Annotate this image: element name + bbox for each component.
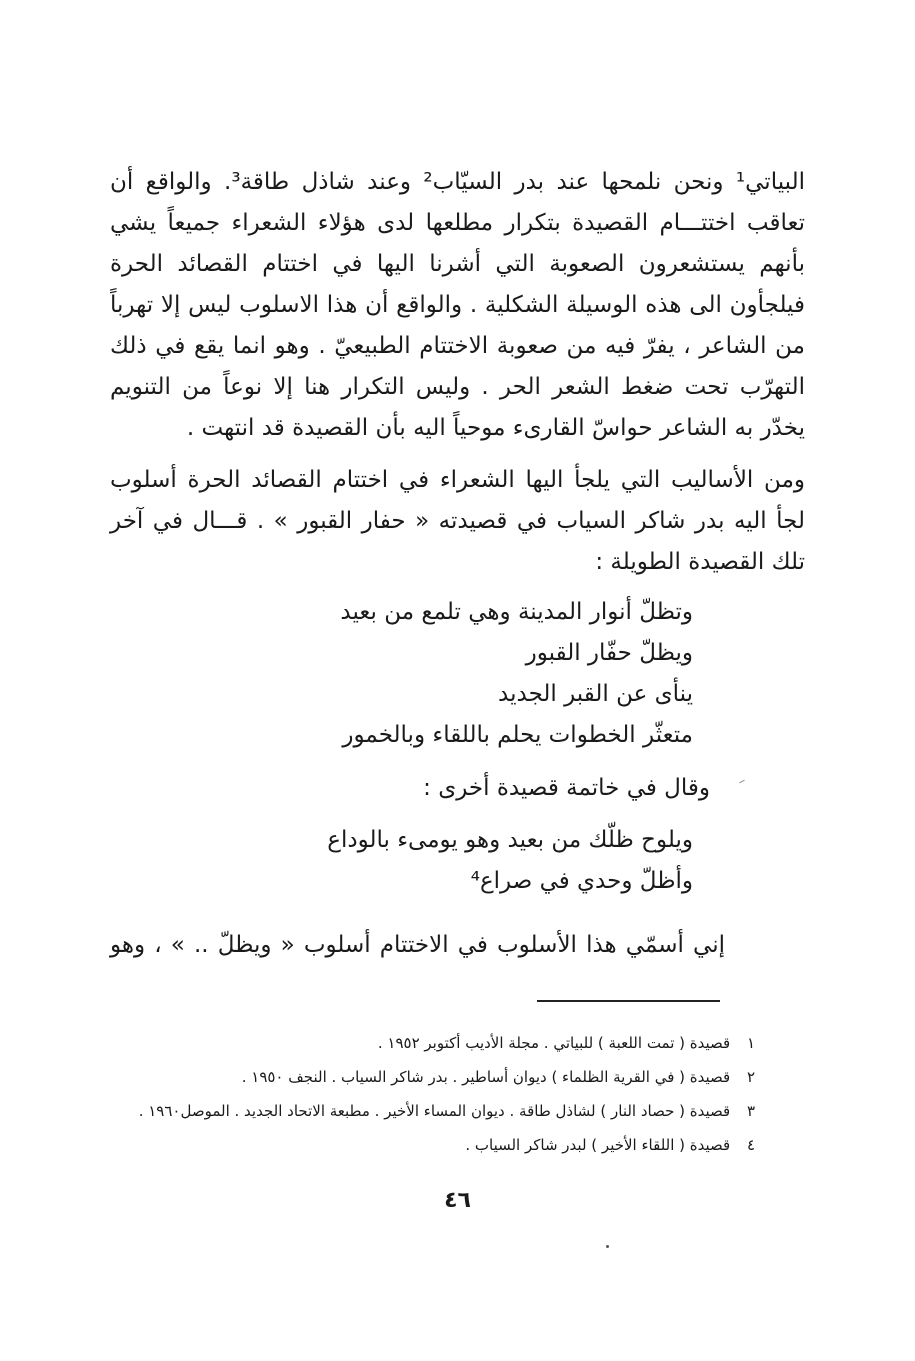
verse-line: متعثّر الخطوات يحلم باللقاء وبالخمور bbox=[342, 722, 693, 748]
scan-speck bbox=[606, 1245, 609, 1248]
footnote-text: قصيدة ( تمت اللعبة ) للبياتي . مجلة الأديب أكتوبر ١٩٥٢ . bbox=[377, 1034, 731, 1052]
footnote-text: قصيدة ( اللقاء الأخير ) لبدر شاكر السياب . bbox=[465, 1136, 731, 1154]
footnote-text: قصيدة ( في القرية الظلماء ) ديوان أساطير . بدر شاكر السياب . النجف ١٩٥٠ . bbox=[241, 1068, 731, 1086]
footnotes-list bbox=[95, 1026, 755, 1162]
footnote-number: ١ bbox=[746, 1034, 755, 1052]
footnote-item bbox=[95, 1094, 755, 1128]
verse-line: وتظلّ أنوار المدينة وهي تلمع من بعيد bbox=[340, 599, 693, 625]
body-paragraph-3: إني أسمّي هذا الأسلوب في الاختتام أسلوب « ويظلّ .. » ، وهو bbox=[110, 932, 725, 958]
verse-line: ينأى عن القبر الجديد bbox=[498, 681, 693, 707]
footnote-number: ٤ bbox=[746, 1136, 755, 1154]
footnote-item bbox=[95, 1128, 755, 1162]
verse-line: ويلوح ظلّك من بعيد وهو يومىء بالوداع bbox=[327, 827, 693, 853]
verse-line: ويظلّ حفّار القبور bbox=[525, 640, 693, 666]
footnote-item bbox=[95, 1026, 755, 1060]
verse-block-hafar-al-qubur bbox=[213, 592, 693, 756]
body-paragraph-1: البياتي¹ ونحن نلمحها عند بدر السيّاب² وعند شاذل طاقة³. والواقع أن تعاقب اختتـــام القصيدة بتكرار مطلعها لدى هؤلاء الشعراء جميعاً يشي بأنهم يستشعرون الصعوبة التي أشرنا اليها في اختتام القصائد الحرة فيلجأون الى هذه الوسيلة الشكلية . والواقع أن هذا الاسلوب ليس إلا تهرباً من الشاعر ، يفرّ فيه من صعوبة الاختتام الطبيعيّ . وهو انما يقع في ذلك التهرّب تحت ضغط الشعر الحر . وليس التكرار هنا إلا نوعاً من التنويم يخدّر به الشاعر حواسّ القارىء موحياً اليه بأن القصيدة قد انتهت . bbox=[110, 169, 805, 441]
footnote-text: قصيدة ( حصاد النار ) لشاذل طاقة . ديوان المساء الأخير . مطبعة الاتحاد الجديد . الموصل١٩٦٠ . bbox=[138, 1102, 731, 1120]
footnote-number: ٢ bbox=[746, 1068, 755, 1086]
page-number: ٤٦ bbox=[444, 1188, 471, 1213]
margin-mark bbox=[739, 780, 745, 784]
footnote-item bbox=[95, 1060, 755, 1094]
footnote-separator bbox=[537, 1000, 720, 1002]
verse-block-second-poem bbox=[213, 820, 693, 902]
verse-intro-line: وقال في خاتمة قصيدة أخرى : bbox=[423, 775, 710, 801]
verse-line: وأظلّ وحدي في صراع⁴ bbox=[470, 868, 693, 894]
body-paragraph-2: ومن الأساليب التي يلجأ اليها الشعراء في اختتام القصائد الحرة أسلوب لجأ اليه بدر شاكر السياب في قصيدته « حفار القبور » . قـــال في آخر تلك القصيدة الطويلة : bbox=[110, 467, 805, 575]
footnote-number: ٣ bbox=[746, 1102, 755, 1120]
